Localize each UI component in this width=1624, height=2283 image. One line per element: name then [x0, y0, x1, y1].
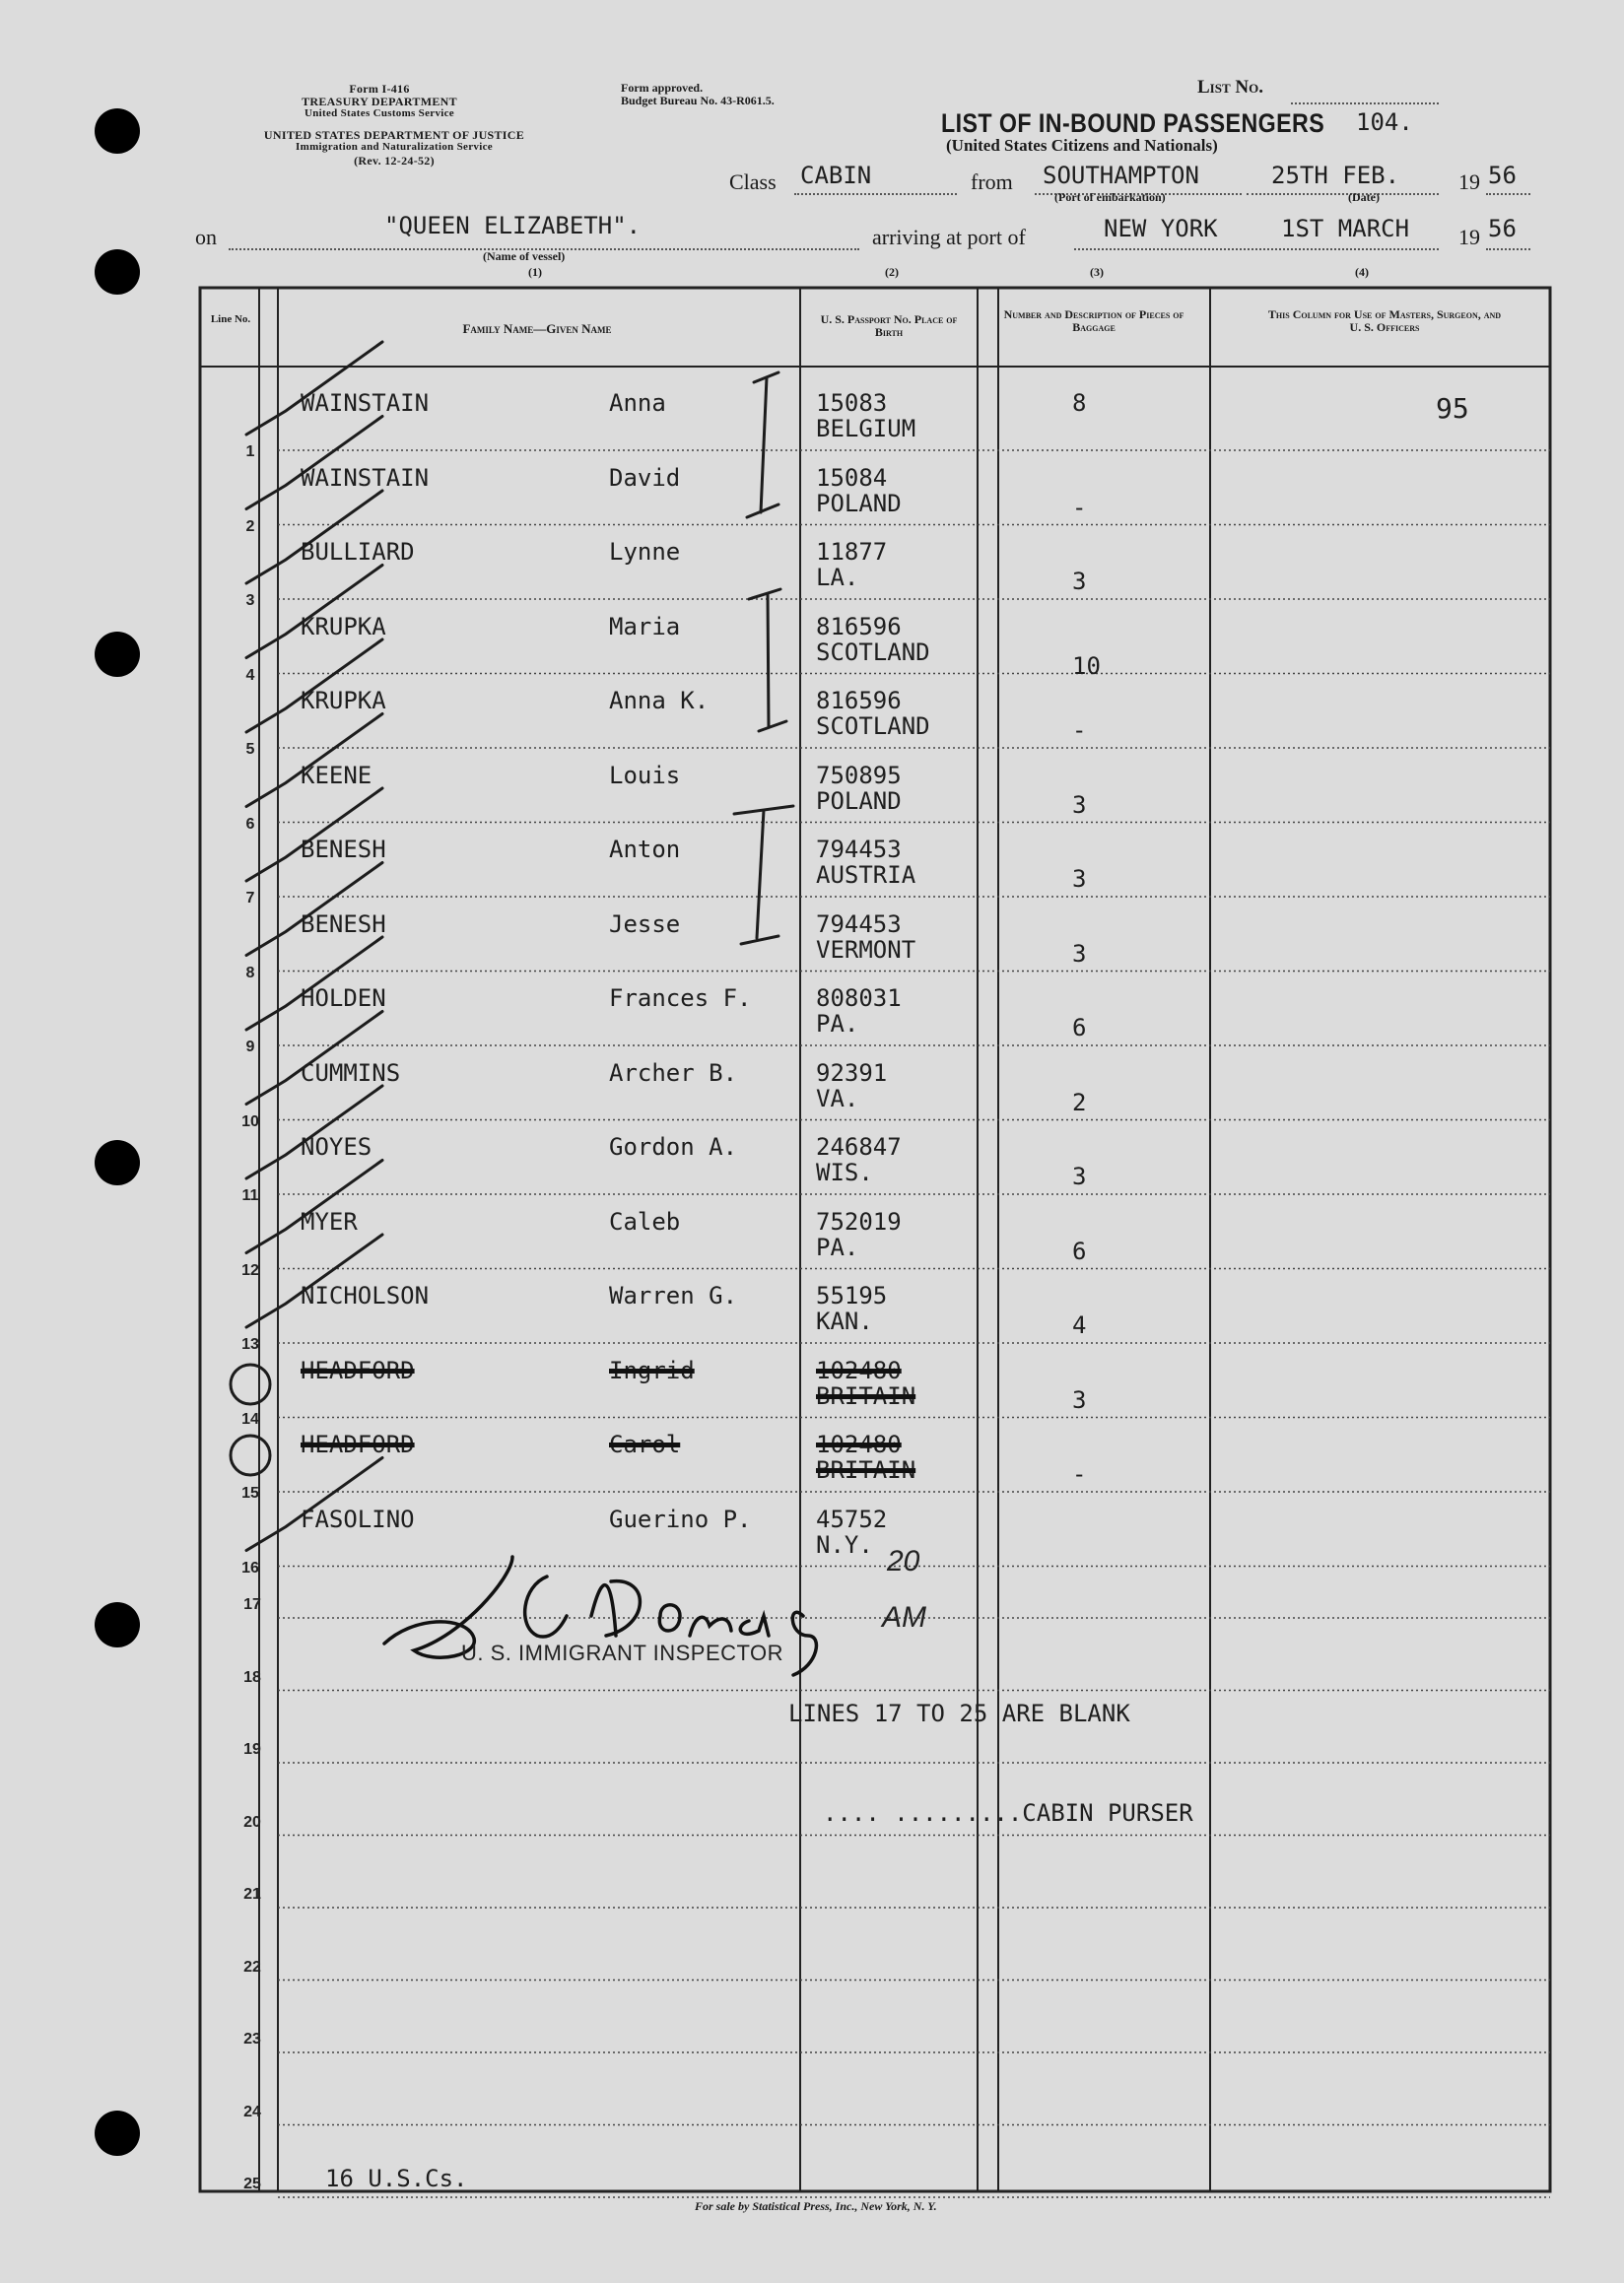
family-name: KRUPKA: [301, 687, 386, 714]
line-number: 13: [241, 1336, 259, 1353]
printer-footer: For sale by Statistical Press, Inc., New York, N. Y.: [695, 2199, 937, 2213]
place-of-birth: BELGIUM: [816, 415, 916, 442]
passport-number: 15084: [816, 463, 888, 492]
header-baggage: Number and Description of Pieces of Baggage: [1003, 307, 1184, 334]
passport-number: 816596: [816, 612, 902, 640]
officer-note-1: 95: [1436, 392, 1469, 425]
line-number: 25: [243, 2176, 261, 2192]
passport-number: 794453: [816, 909, 902, 938]
line-number: 19: [243, 1741, 261, 1758]
stamp-number: 20: [887, 1545, 920, 1578]
family-name: KEENE: [301, 761, 372, 789]
customs-service: United States Customs Service: [304, 107, 454, 119]
document-subtitle: (United States Citizens and Nationals): [946, 136, 1218, 155]
given-name: Anna: [609, 389, 666, 417]
line-number: 8: [245, 964, 255, 981]
baggage-count: 10: [1072, 651, 1101, 680]
given-name: Caleb: [609, 1207, 681, 1236]
budget-bureau: Budget Bureau No. 43-R061.5.: [621, 94, 775, 107]
column-number-1: (1): [528, 265, 542, 279]
given-name: Ingrid: [609, 1356, 695, 1384]
family-name: KRUPKA: [301, 612, 386, 640]
given-name: Lynne: [609, 538, 681, 566]
cabin-purser: .... .........CABIN PURSER: [823, 1799, 1193, 1827]
line-number: 5: [245, 741, 255, 758]
date-caption: (Date): [1348, 190, 1380, 204]
treasury-department: TREASURY DEPARTMENT: [302, 95, 457, 108]
line-number: 17: [243, 1596, 261, 1613]
line-number: 12: [241, 1261, 259, 1279]
given-name: Frances F.: [609, 984, 752, 1012]
vessel-name: "QUEEN ELIZABETH".: [384, 212, 642, 239]
from-label: from: [971, 169, 1013, 194]
given-name: Maria: [609, 612, 681, 640]
year-prefix-1: 19: [1458, 169, 1480, 194]
family-name: FASOLINO: [301, 1505, 415, 1533]
arrival-date: 1ST MARCH: [1281, 215, 1410, 242]
passport-number: 794453: [816, 836, 902, 863]
arrival-year: 56: [1488, 215, 1517, 242]
baggage-count: 2: [1072, 1088, 1087, 1116]
given-name: Gordon A.: [609, 1133, 738, 1161]
form-approved: Form approved.: [621, 81, 704, 95]
signature-text: [591, 1562, 595, 1563]
passport-number: 752019: [816, 1207, 902, 1236]
place-of-birth: BRITAIN: [816, 1381, 916, 1410]
baggage-count: 8: [1072, 389, 1087, 417]
year-prefix-2: 19: [1458, 225, 1480, 249]
given-name: Louis: [609, 761, 681, 789]
place-of-birth: SCOTLAND: [816, 712, 930, 740]
stamp-time: AM: [882, 1601, 926, 1634]
given-name: Carol: [609, 1431, 681, 1458]
line-number: 4: [245, 666, 255, 684]
line-number: 7: [245, 890, 255, 906]
given-name: Archer B.: [609, 1058, 738, 1087]
baggage-count: 3: [1072, 865, 1087, 893]
line-number: 16: [241, 1559, 259, 1577]
place-of-birth: KAN.: [816, 1308, 873, 1335]
line-number: 6: [245, 815, 255, 833]
line-number: 11: [241, 1187, 259, 1204]
passport-number: 92391: [816, 1058, 888, 1087]
class-value: CABIN: [800, 162, 872, 189]
column-number-4: (4): [1355, 265, 1369, 279]
line-number: 14: [241, 1410, 259, 1428]
header-officers: This Column for Use of Masters, Surgeon, and U. S. Officers: [1267, 307, 1502, 334]
baggage-count: -: [1072, 1460, 1087, 1488]
baggage-count: 3: [1072, 939, 1087, 968]
passport-number: 102480: [816, 1431, 902, 1458]
baggage-count: 6: [1072, 1014, 1087, 1041]
document-title: LIST OF IN-BOUND PASSENGERS: [941, 108, 1325, 138]
line-number: 9: [245, 1039, 255, 1055]
place-of-birth: WIS.: [816, 1159, 873, 1186]
place-of-birth: PA.: [816, 1010, 859, 1038]
total-citizens: 16 U.S.Cs.: [325, 2165, 468, 2192]
inspector-caption: U. S. IMMIGRANT INSPECTOR: [461, 1641, 784, 1665]
line-number: 3: [245, 592, 255, 609]
given-name: David: [609, 463, 681, 492]
place-of-birth: PA.: [816, 1233, 859, 1261]
passport-number: 808031: [816, 984, 902, 1012]
baggage-count: 3: [1072, 1163, 1087, 1190]
family-name: NICHOLSON: [301, 1282, 430, 1309]
passport-number: 750895: [816, 761, 902, 789]
family-name: BULLIARD: [301, 538, 415, 566]
given-name: Warren G.: [609, 1282, 738, 1309]
header-passport: U. S. Passport No. Place of Birth: [820, 312, 958, 339]
baggage-count: 3: [1072, 1385, 1087, 1414]
passport-number: 816596: [816, 687, 902, 714]
on-label: on: [195, 225, 217, 249]
family-name: WAINSTAIN: [301, 389, 430, 417]
place-of-birth: POLAND: [816, 489, 902, 517]
baggage-count: -: [1072, 716, 1087, 744]
passport-number: 246847: [816, 1133, 902, 1161]
family-name: NOYES: [301, 1133, 372, 1161]
baggage-count: 3: [1072, 568, 1087, 595]
family-name: BENESH: [301, 836, 386, 863]
place-of-birth: N.Y.: [816, 1530, 873, 1559]
vessel-caption: (Name of vessel): [483, 249, 566, 263]
given-name: Anna K.: [609, 687, 710, 714]
family-name: BENESH: [301, 909, 386, 938]
column-number-3: (3): [1090, 265, 1104, 279]
place-of-birth: AUSTRIA: [816, 861, 916, 889]
arriving-label: arriving at port of: [872, 225, 1026, 249]
baggage-count: -: [1072, 493, 1087, 521]
given-name: Jesse: [609, 909, 681, 938]
family-name: WAINSTAIN: [301, 463, 430, 492]
class-label: Class: [729, 169, 777, 194]
baggage-count: 4: [1072, 1311, 1087, 1339]
family-name: HEADFORD: [301, 1431, 415, 1458]
given-name: Guerino P.: [609, 1505, 752, 1533]
place-of-birth: VERMONT: [816, 935, 916, 964]
header-name: Family Name—Given Name: [462, 321, 612, 336]
passport-number: 102480: [816, 1356, 902, 1384]
passport-number: 11877: [816, 538, 888, 566]
line-number: 23: [243, 2031, 261, 2048]
place-of-birth: SCOTLAND: [816, 638, 930, 666]
place-of-birth: VA.: [816, 1084, 859, 1112]
line-number: 22: [243, 1958, 261, 1976]
immigration-service: Immigration and Naturalization Service: [296, 141, 493, 153]
line-number: 24: [243, 2103, 261, 2120]
line-number: 10: [241, 1112, 259, 1130]
revision-date: (Rev. 12-24-52): [354, 154, 435, 168]
given-name: Anton: [609, 836, 681, 863]
family-name: HEADFORD: [301, 1356, 415, 1384]
passport-number: 45752: [816, 1505, 888, 1533]
embark-caption: (Port of embarkation): [1054, 190, 1166, 204]
family-name: HOLDEN: [301, 984, 386, 1012]
arrival-port: NEW YORK: [1104, 215, 1218, 242]
depart-year: 56: [1488, 162, 1517, 189]
column-number-2: (2): [885, 265, 899, 279]
line-number: 18: [243, 1668, 261, 1686]
blank-lines-note: LINES 17 TO 25 ARE BLANK: [788, 1700, 1130, 1727]
form-number: Form I-416: [349, 82, 410, 96]
header-line-no: Line No.: [210, 313, 251, 325]
line-number: 21: [243, 1886, 261, 1903]
place-of-birth: BRITAIN: [816, 1456, 916, 1484]
family-name: MYER: [301, 1207, 358, 1236]
line-number: 2: [245, 517, 255, 535]
family-name: CUMMINS: [301, 1058, 401, 1087]
line-number: 1: [245, 443, 255, 460]
passport-number: 15083: [816, 389, 888, 417]
baggage-count: 3: [1072, 790, 1087, 819]
place-of-birth: POLAND: [816, 786, 902, 815]
embark-port: SOUTHAMPTON: [1043, 162, 1199, 189]
line-number: 20: [243, 1813, 261, 1831]
depart-date: 25TH FEB.: [1271, 162, 1400, 189]
passport-number: 55195: [816, 1282, 888, 1309]
list-number: 104.: [1356, 108, 1413, 136]
baggage-count: 6: [1072, 1237, 1087, 1265]
justice-department: UNITED STATES DEPARTMENT OF JUSTICE: [263, 128, 525, 142]
line-number: 15: [241, 1485, 259, 1502]
place-of-birth: LA.: [816, 564, 859, 591]
list-number-label: List No.: [1197, 77, 1263, 98]
